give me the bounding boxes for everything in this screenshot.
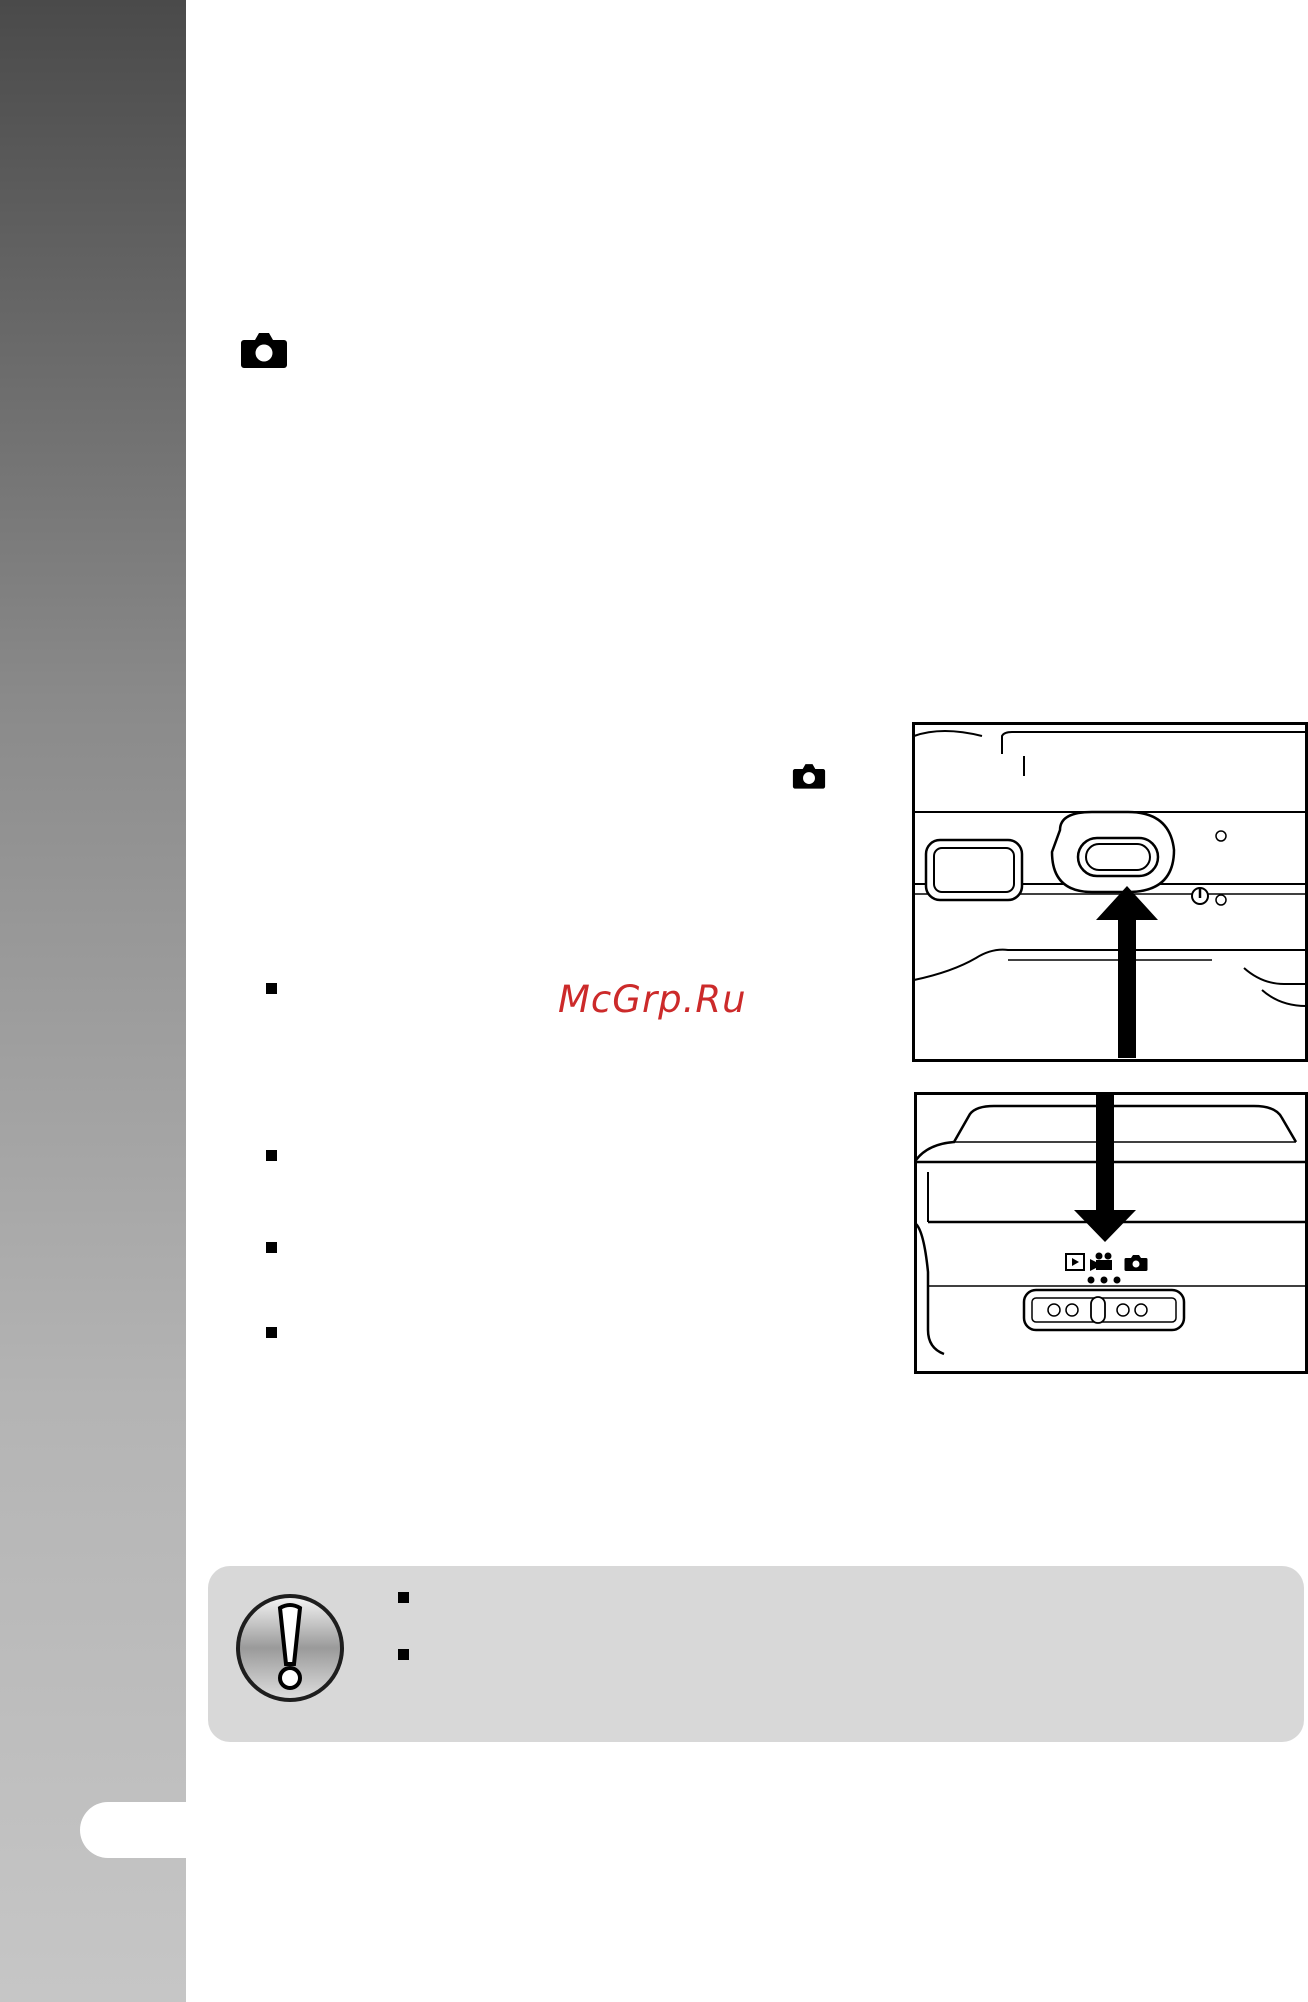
note-bullet bbox=[398, 1649, 409, 1660]
exclamation-icon bbox=[232, 1592, 348, 1704]
list-bullet bbox=[266, 1150, 277, 1161]
camera-icon bbox=[240, 330, 288, 370]
list-bullet bbox=[266, 1242, 277, 1253]
camera-back-view bbox=[914, 1092, 1308, 1374]
watermark: McGrp.Ru bbox=[558, 978, 747, 1021]
playback-icon bbox=[1066, 1254, 1084, 1270]
list-bullet bbox=[266, 1327, 277, 1338]
power-icon bbox=[1192, 888, 1208, 904]
camera-top-view bbox=[912, 722, 1308, 1062]
page-sidebar bbox=[0, 0, 186, 2002]
page-number-tab bbox=[80, 1802, 186, 1858]
caution-note bbox=[208, 1566, 1304, 1742]
inline-camera-icon bbox=[792, 762, 826, 790]
note-bullet bbox=[398, 1592, 409, 1603]
list-bullet bbox=[266, 983, 277, 994]
